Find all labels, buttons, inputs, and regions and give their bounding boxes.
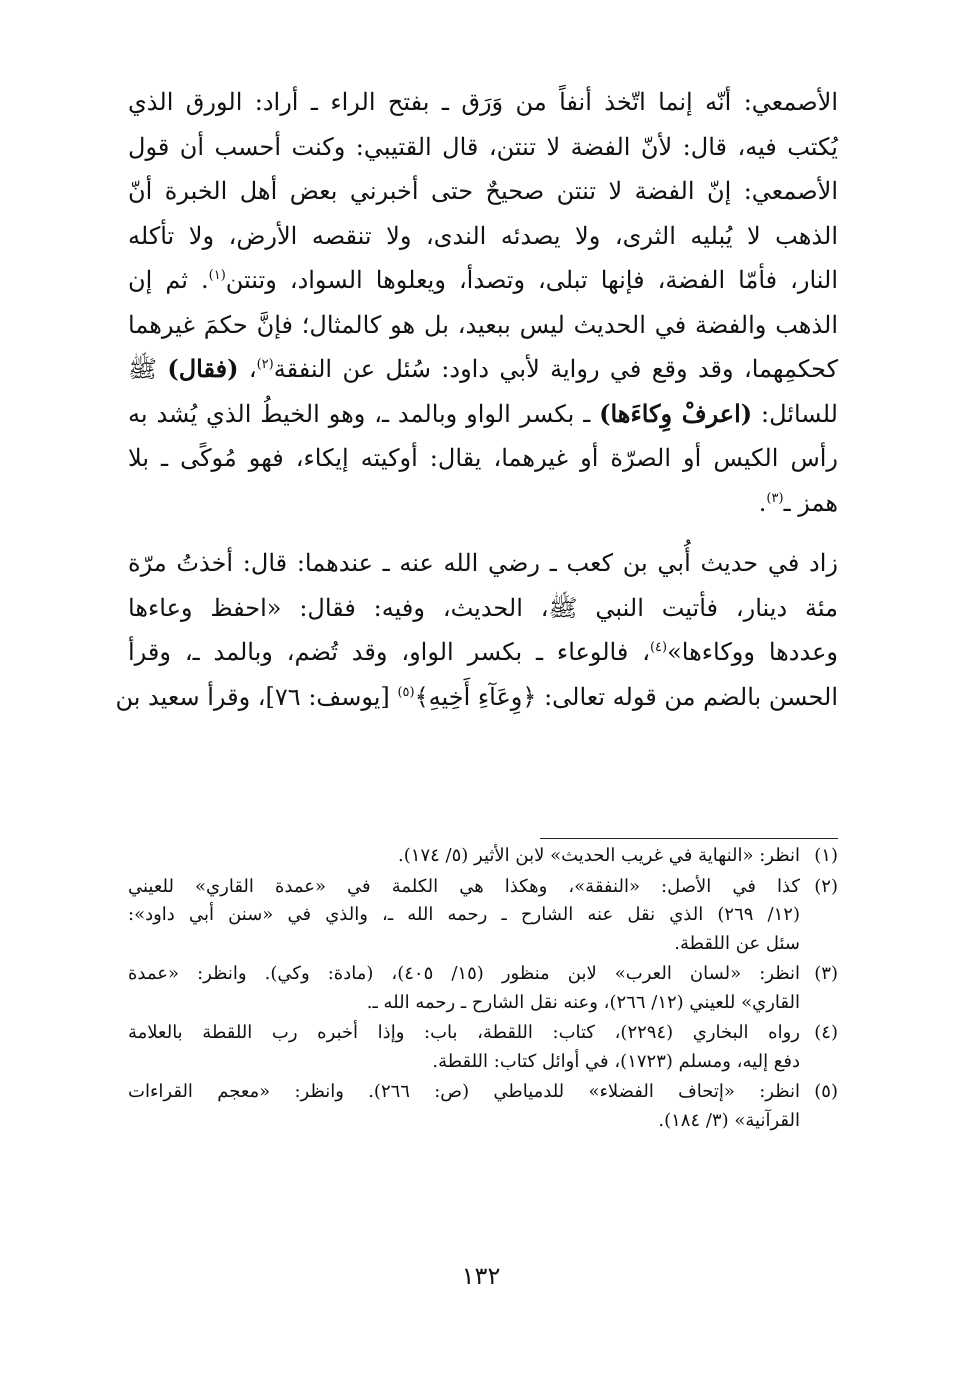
footnote-text xyxy=(128,842,800,871)
footnote-3 xyxy=(128,960,838,1017)
main-text xyxy=(115,80,839,719)
footnote-number: (١) xyxy=(814,845,838,866)
text-segment: . xyxy=(758,488,767,517)
text-segment: ، فالوعاء ـ بكسر الواو، وقد تُضم، وبالمد ـ، وقرأ xyxy=(128,638,650,666)
text-segment: ، xyxy=(238,355,257,383)
text-segment: . ثم إن xyxy=(128,266,209,294)
text-line xyxy=(128,630,838,675)
footnote-line: القاري» للعيني (١٢/ ٢٦٦)، وعنه نقل الشارح ـ رحمه الله ـ. xyxy=(366,991,800,1013)
text-line xyxy=(115,675,838,720)
text-line xyxy=(128,392,838,437)
footnote-text xyxy=(128,1019,800,1076)
text-line: يُكتب فيه، قال: لأنّ الفضة لا تنتن، قال القتيبي: وكنت أحسب أن قول xyxy=(128,132,838,161)
footnote-line: (١٢/ ٢٦٩) الذي نقل عنه الشارح ـ رحمه الله ـ، والذي في «سنن أبي داود»: xyxy=(128,904,800,925)
footnote-number: (٣) xyxy=(814,963,838,984)
footnotes xyxy=(128,842,838,1137)
footnote-line: رواه البخاري (٢٢٩٤)، كتاب: اللقطة، باب: وإذا أخبره رب اللقطة بالعلامة xyxy=(128,1022,800,1043)
text-segment: وعددها ووكاءها» xyxy=(667,638,838,666)
footnote-1 xyxy=(128,842,838,871)
text-line xyxy=(128,481,838,526)
footnote-number: (٢) xyxy=(814,875,838,897)
footnote-5 xyxy=(128,1078,838,1135)
text-line: الذهب والفضة في الحديث ليس ببعيد، بل هو كالمثال؛ فإنَّ حكمَ غيرهما xyxy=(128,310,838,339)
footnote-marker: (٢) xyxy=(256,357,274,372)
footnote-text xyxy=(128,1078,800,1135)
text-segment: ﷺ xyxy=(128,355,168,383)
footnote-text xyxy=(128,873,800,959)
text-line: الأصمعي: إنّ الفضة لا تنتن صحيحٌ حتى أخبرني بعض أهل الخبرة أنّ xyxy=(128,177,838,205)
footnote-line: انظر: «إتحاف الفضلاء» للدمياطي (ص: ٢٦٦). وانظر: «معجم القراءات xyxy=(128,1081,800,1102)
footnote-number: (٤) xyxy=(814,1022,838,1043)
text-segment: النار، فأمّا الفضة، فإنها تبلى، وتصدأ، ويعلوها السواد، وتنتن xyxy=(225,266,838,294)
footnote-line: انظر: «النهاية في غريب الحديث» لابن الأثير (٥/ ١٧٤). xyxy=(398,845,800,866)
footnote-line: دفع إليه، ومسلم (١٧٢٣)، في أوائل كتاب: اللقطة. xyxy=(432,1050,800,1072)
footnote-line: القرآنية» (٣/ ١٨٤). xyxy=(658,1109,800,1131)
text-segment: [يوسف: ٧٦]، وقرأ سعيد بن xyxy=(115,682,398,711)
footnote-marker: (٤) xyxy=(649,640,668,655)
text-segment: كحكمِهما، وقد وقع في رواية لأبي داود: سُئل عن النفقة xyxy=(273,355,839,383)
text-line: الذهب لا يُبليه الثرى، ولا يصدئه الندى، ولا تنقصه الأرض، ولا تأكله xyxy=(128,221,838,250)
footnote-marker: (١) xyxy=(208,268,226,283)
paragraph-2 xyxy=(115,541,839,719)
text-segment: ـ بكسر الواو وبالمد ـ، وهو الخيطُ الذي يُشد به xyxy=(128,399,600,428)
paragraph-1 xyxy=(128,80,838,525)
text-line xyxy=(128,347,838,392)
text-line: الأصمعي: أنّه إنما اتّخذ أنفاً من وَرَق ـ بفتح الراء ـ أراد: الورق الذي xyxy=(128,88,838,116)
footnote-marker: (٥) xyxy=(397,684,415,700)
footnote-2 xyxy=(128,873,838,959)
footnote-number: (٥) xyxy=(814,1081,838,1102)
bold-quote: (اعرفْ وِكاءَها) xyxy=(599,398,753,428)
text-segment: للسائل: xyxy=(752,399,838,428)
text-segment: همز ـ xyxy=(783,488,838,517)
footnote-divider xyxy=(540,838,838,839)
text-line: رأس الكيس أو الصرّة أو غيرهما، يقال: أوكيته إيكاء، فهو مُوكًى ـ بلا xyxy=(128,444,838,472)
footnote-4 xyxy=(128,1019,838,1076)
footnote-line: سئل عن اللقطة. xyxy=(674,932,800,954)
text-line: مئة دينار، فأتيت النبي ﷺ، الحديث، وفيه: فقال: «احفظ وعاءها xyxy=(128,593,839,622)
text-line: زاد في حديث أُبي بن كعب ـ رضي الله عنه ـ عندهما: قال: أخذتُ مرّة xyxy=(128,549,838,577)
bold-quote: (فقال) xyxy=(167,354,239,383)
footnote-line: كذا في الأصل: «النفقة»، وهكذا هي الكلمة في «عمدة القاري» للعيني xyxy=(128,875,800,897)
page-number: ١٣٢ xyxy=(461,1262,501,1290)
footnote-line: انظر: «لسان العرب» لابن منظور (١٥/ ٤٠٥)، (مادة: وكي). وانظر: «عمدة xyxy=(128,963,801,984)
text-line xyxy=(128,258,838,303)
text-segment: الحسن بالضم من قوله تعالى: ﴿وِعَآءِ أَخِيهِ﴾ xyxy=(414,682,838,711)
footnote-marker: (٣) xyxy=(766,490,784,506)
footnote-text xyxy=(128,960,800,1017)
